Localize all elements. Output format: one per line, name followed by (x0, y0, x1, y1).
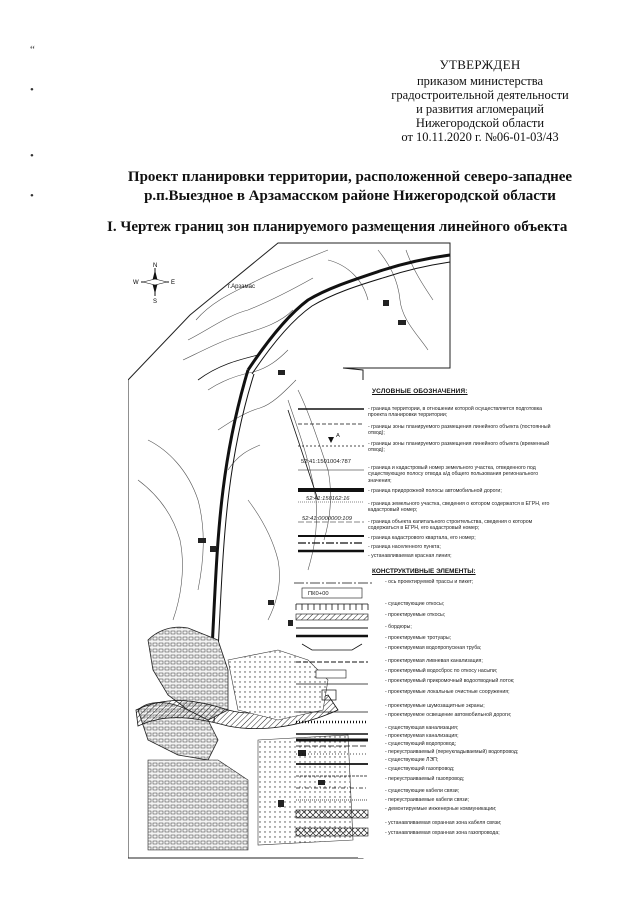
constructive-item: - переустраиваемый газопровод; (385, 776, 465, 782)
constructive-item: - существующие откосы; (385, 601, 445, 607)
legend-code-a: А (336, 433, 340, 439)
constructive-item: - существующий газопровод; (385, 766, 455, 772)
section-title: I. Чертеж границ зон планируемого размещения линейного объекта (107, 219, 568, 235)
constructive-item: - переустраиваемые кабели связи; (385, 797, 469, 803)
constructive-symbols (292, 578, 374, 848)
approval-line: приказом министерства (416, 74, 544, 88)
constructive-item: - проектируемое освещение автомобильной дороги; (385, 712, 512, 718)
compass-n: N (153, 263, 158, 269)
constructive-item: - проектируемые тротуары; (385, 635, 452, 641)
legend-item: - границы зоны планируемого размещения линейного объекта (временный отвод); (368, 441, 550, 454)
legend-item: - устанавливаемая красная линия; (368, 553, 452, 559)
compass-rose-icon (133, 260, 177, 304)
binder-mark: “ (30, 44, 35, 56)
settlement-area (148, 760, 248, 850)
compass-w: W (133, 280, 139, 286)
constructive-item: - проектируемый водосброс по откосу насыпи; (385, 668, 498, 674)
legend-item: - граница и кадастровый номер земельного участка, отведенного под существующую полосу отвода а/д общего пользования регионального значения; (368, 465, 539, 484)
binder-mark: • (30, 84, 34, 96)
constructive-item: - проектируемая водопропускная труба; (385, 645, 482, 651)
constructive-item: - переустраиваемый (переукладываемый) водопровод; (385, 749, 519, 755)
approval-line: от 10.11.2020 г. №06-01-03/43 (401, 130, 559, 144)
compass-e: E (171, 280, 176, 286)
map-place-label: г.Арзамас (228, 284, 255, 290)
constructive-heading: КОНСТРУКТИВНЫЕ ЭЛЕМЕНТЫ: (372, 568, 476, 575)
document-title (60, 168, 640, 206)
constructive-item: - устанавливаемая охранная зона газопровода; (385, 830, 500, 836)
compass-s: S (153, 299, 158, 304)
constructive-item: - существующий водопровод; (385, 741, 456, 747)
constructive-item: - демонтируемые инженерные коммуникации; (385, 806, 497, 812)
constructive-item: - бордюры; (385, 624, 412, 630)
constructive-item: - проектируемые откосы; (385, 612, 446, 618)
legend-item: - граница населенного пункта; (368, 544, 441, 550)
constructive-item: - проектируемый прикромочный водоотводный лоток; (385, 678, 515, 684)
approval-line: градостроительной деятельности (391, 88, 569, 102)
approval-line: УТВЕРЖДЕН (439, 57, 521, 72)
title-line: р.п.Выездное в Арзамасском районе Нижегородской области (144, 188, 556, 204)
picket-label: ПК0+00 (308, 591, 329, 597)
legend-item: - границы зоны планируемого размещения линейного объекта (постоянный отвод); (368, 424, 551, 437)
constructive-item: - проектируемая канализация; (385, 733, 459, 739)
legend-symbols (296, 400, 366, 560)
binder-mark: • (30, 150, 34, 162)
legend-item: - граница территории, в отношении которой осуществляется подготовка проекта планировки территории; (368, 406, 543, 419)
constructive-item: - существующая канализация; (385, 725, 459, 731)
constructive-item: - существующие ЛЭП; (385, 757, 439, 763)
legend-code-cadastral: 52:41:1501004:787 (301, 459, 351, 465)
title-line: Проект планировки территории, расположенной северо-западнее (127, 169, 573, 185)
binder-mark: • (30, 190, 34, 202)
constructive-item: - устанавливаемая охранная зона кабеля связи; (385, 820, 502, 826)
constructive-item: - существующие кабели связи; (385, 788, 460, 794)
legend-item: - граница земельного участка, сведения о котором содержатся в ЕГРН, его кадастровый номер; (368, 501, 550, 514)
approval-stamp (380, 58, 580, 144)
legend-heading: УСЛОВНЫЕ ОБОЗНАЧЕНИЯ: (372, 388, 468, 395)
constructive-item: - проектируемая ливневая канализация; (385, 658, 483, 664)
constructive-item: - ось проектируемой трассы и пикет; (385, 579, 474, 585)
approval-line: и развития агломераций (416, 102, 544, 116)
legend-item: - граница придорожной полосы автомобильной дороги; (368, 488, 502, 494)
constructive-item: - проектируемые локальные очистные сооружения; (385, 689, 510, 695)
legend-item: - граница объекта капитального строительства, сведения о котором содержаться в ЕГРН, его кадастровый номер; (368, 519, 533, 532)
legend-code-land-plot: 52:41:150162:16 (306, 496, 350, 502)
approval-line: Нижегородской области (415, 116, 545, 130)
legend-code-building: 52:41:0000000:109 (302, 516, 352, 522)
constructive-item: - проектируемые шумозащитные экраны; (385, 703, 485, 709)
legend-item: - граница кадастрового квартала, его номер; (368, 535, 476, 541)
